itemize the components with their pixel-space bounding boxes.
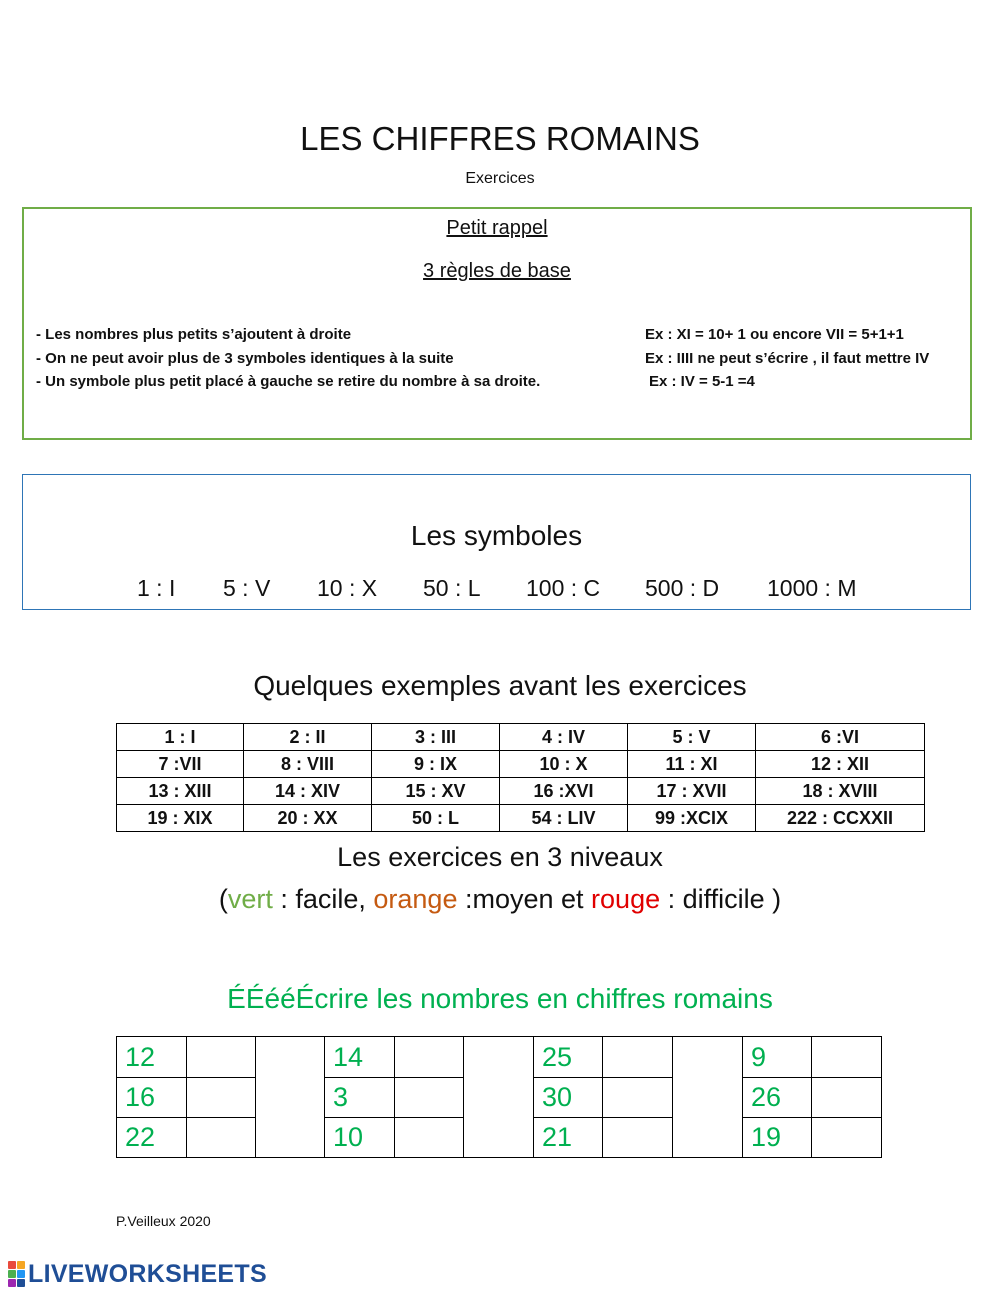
example-cell: 3 : III xyxy=(372,724,500,751)
example-cell: 222 : CCXXII xyxy=(756,805,925,832)
answer-field[interactable] xyxy=(395,1118,464,1158)
logo-tile xyxy=(17,1261,25,1269)
answer-field[interactable] xyxy=(187,1078,256,1118)
logo-icon xyxy=(8,1261,25,1287)
answer-field[interactable] xyxy=(812,1037,882,1078)
answer-field[interactable] xyxy=(603,1118,673,1158)
legend-orange-word: orange xyxy=(373,884,458,914)
rules-heading: Petit rappel xyxy=(446,217,548,239)
exercise-number: 3 xyxy=(325,1078,395,1118)
exercise-number: 30 xyxy=(534,1078,603,1118)
answer-field[interactable] xyxy=(187,1118,256,1158)
exercise-number: 25 xyxy=(534,1037,603,1078)
example-cell: 1 : I xyxy=(117,724,244,751)
example-cell: 17 : XVII xyxy=(628,778,756,805)
exercise-number: 16 xyxy=(117,1078,187,1118)
table-row xyxy=(117,805,925,832)
logo-tile xyxy=(17,1279,25,1287)
answer-field[interactable] xyxy=(812,1118,882,1158)
liveworksheets-logo[interactable] xyxy=(8,1261,267,1287)
rules-box xyxy=(22,207,972,440)
exercise-number: 19 xyxy=(743,1118,812,1158)
example-cell: 2 : II xyxy=(244,724,372,751)
table-row xyxy=(117,778,925,805)
example-cell: 15 : XV xyxy=(372,778,500,805)
logo-tile xyxy=(17,1270,25,1278)
example-cell: 18 : XVIII xyxy=(756,778,925,805)
table-row xyxy=(117,751,925,778)
answer-field[interactable] xyxy=(603,1078,673,1118)
symbol-item: 10 : X xyxy=(317,575,378,601)
symbol-item: 100 : C xyxy=(526,575,601,601)
exercise-number: 21 xyxy=(534,1118,603,1158)
example-cell: 8 : VIII xyxy=(244,751,372,778)
exercise-number: 12 xyxy=(117,1037,187,1078)
answer-field[interactable] xyxy=(187,1037,256,1078)
symbol-item: 1 : I xyxy=(137,575,176,601)
symbols-heading: Les symboles xyxy=(410,520,583,551)
exercise-number: 14 xyxy=(325,1037,395,1078)
example-cell: 7 :VII xyxy=(117,751,244,778)
rule-text: - On ne peut avoir plus de 3 symboles identiques à la suite xyxy=(36,350,454,367)
exercise-number: 22 xyxy=(117,1118,187,1158)
symbols-box xyxy=(22,474,971,610)
exercise-number: 26 xyxy=(743,1078,812,1118)
example-cell: 13 : XIII xyxy=(117,778,244,805)
levels-legend xyxy=(0,884,1000,915)
example-cell: 11 : XI xyxy=(628,751,756,778)
legend-open-paren: ( xyxy=(218,884,228,914)
symbol-item: 5 : V xyxy=(223,575,271,601)
rule-text: - Les nombres plus petits s’ajoutent à droite xyxy=(36,326,352,343)
legend-text: :moyen et xyxy=(457,884,592,914)
answer-field[interactable] xyxy=(812,1078,882,1118)
example-cell: 99 :XCIX xyxy=(628,805,756,832)
footer-credit: P.Veilleux 2020 xyxy=(116,1213,211,1229)
example-cell: 9 : IX xyxy=(372,751,500,778)
rule-example: Ex : IV = 5-1 =4 xyxy=(649,373,755,390)
example-cell: 6 :VI xyxy=(756,724,925,751)
example-cell: 20 : XX xyxy=(244,805,372,832)
table-spacer xyxy=(673,1037,743,1158)
symbol-item: 50 : L xyxy=(423,575,481,601)
answer-field[interactable] xyxy=(395,1078,464,1118)
example-cell: 10 : X xyxy=(500,751,628,778)
answer-field[interactable] xyxy=(395,1037,464,1078)
logo-tile xyxy=(8,1261,16,1269)
rule-text: - Un symbole plus petit placé à gauche se retire du nombre à sa droite. xyxy=(36,373,541,390)
symbol-item: 500 : D xyxy=(645,575,720,601)
answer-field[interactable] xyxy=(603,1037,673,1078)
legend-green-word: vert xyxy=(227,884,273,914)
example-cell: 14 : XIV xyxy=(244,778,372,805)
examples-table xyxy=(116,723,925,832)
table-row xyxy=(117,1037,882,1078)
logo-tile xyxy=(8,1279,16,1287)
examples-heading: Quelques exemples avant les exercices xyxy=(253,670,747,701)
rules-subheading: 3 règles de base xyxy=(423,260,571,282)
example-cell: 19 : XIX xyxy=(117,805,244,832)
logo-text: LIVEWORKSHEETS xyxy=(28,1259,267,1288)
table-spacer xyxy=(256,1037,325,1158)
example-cell: 4 : IV xyxy=(500,724,628,751)
legend-text: : facile, xyxy=(272,884,374,914)
example-cell: 5 : V xyxy=(628,724,756,751)
exercise-number: 10 xyxy=(325,1118,395,1158)
exercise-title: ÉÉééÉcrire les nombres en chiffres romains xyxy=(227,983,773,1014)
page-title: LES CHIFFRES ROMAINS xyxy=(300,120,700,157)
table-row xyxy=(117,724,925,751)
example-cell: 12 : XII xyxy=(756,751,925,778)
rule-example: Ex : IIII ne peut s’écrire , il faut mettre IV xyxy=(645,350,930,367)
symbol-item: 1000 : M xyxy=(767,575,857,601)
example-cell: 54 : LIV xyxy=(500,805,628,832)
exercise-table xyxy=(116,1036,882,1158)
page-subtitle: Exercices xyxy=(465,170,535,187)
rule-example: Ex : XI = 10+ 1 ou encore VII = 5+1+1 xyxy=(645,326,904,343)
example-cell: 50 : L xyxy=(372,805,500,832)
legend-red-word: rouge xyxy=(591,884,661,914)
levels-heading: Les exercices en 3 niveaux xyxy=(337,842,663,872)
logo-tile xyxy=(8,1270,16,1278)
example-cell: 16 :XVI xyxy=(500,778,628,805)
exercise-number: 9 xyxy=(743,1037,812,1078)
table-spacer xyxy=(464,1037,534,1158)
legend-text: : difficile ) xyxy=(660,884,782,914)
